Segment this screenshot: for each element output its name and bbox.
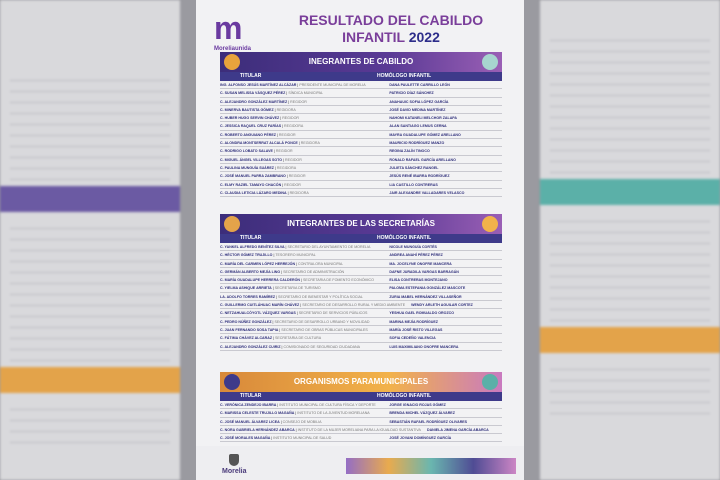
organismos-section — [220, 372, 502, 442]
titular-cargo: INSTITUTO DE LA MUJER MORELIANA PARA LA IGUALDAD SUSTANTIVA — [297, 427, 421, 432]
cabildo-heading: INEGRANTES DE CABILDO — [308, 57, 414, 66]
titular-cargo: INSTITUTO MUNICIPAL DE SALUD — [273, 436, 332, 441]
titular-cell: C. JUAN FERNANDO SOSA TAPIA | SECRETARIO DE OBRAS PÚBLICAS MUNICIPALES — [220, 327, 368, 332]
titular-cell: C. JESSICA RAQUEL CRUZ FARÍAS | REGIDORA — [220, 124, 304, 129]
table-row — [220, 164, 502, 172]
table-row — [220, 318, 502, 326]
titular-cell: C. MINERVA BAUTISTA GÓMEZ | REGIDORA — [220, 107, 296, 112]
table-row — [220, 276, 502, 284]
titular-cargo: SÍNDICA MUNICIPAL — [288, 91, 323, 96]
titular-cell: C. MARÍA DEL CARMEN LÓPEZ HERREJÓN | CONTRALORA MUNICIPAL — [220, 261, 344, 266]
titular-name: C. JUAN FERNANDO SOSA TAPIA — [220, 327, 279, 332]
titular-name: C. ELMY RAZIEL TAMAYO CHACÓN — [220, 182, 282, 187]
table-row — [220, 172, 502, 180]
decorative-pattern — [346, 458, 516, 474]
titular-cell: C. PAULINA MUNGUÍA SUÁREZ | REGIDORA — [220, 165, 297, 170]
table-row — [220, 243, 502, 251]
titular-cargo: CONTRALORA MUNICIPAL — [298, 261, 344, 266]
table-row — [220, 139, 502, 147]
table-row — [220, 131, 502, 139]
homologo-cell: NICOLE MUNGUÍA CORTÉS — [389, 245, 437, 249]
titular-cell: C. GERMÁN ALBERTO MEJÍA LINO | SECRETARIO DE ADMINISTRACIÓN — [220, 269, 345, 274]
titular-cargo: TESORERO MUNICIPAL — [275, 253, 316, 258]
secretarias-banner — [220, 214, 502, 234]
titular-name: C. JOSÉ MANUEL PARRA ZAMBRANO — [220, 174, 286, 179]
titular-cell: C. CLAUDIA LETICIA LÁZARO MEDINA | REGIDORA — [220, 190, 309, 195]
column-header-titular: TITULAR — [240, 393, 262, 399]
homologo-cell: SOFIA CEDEÑO VALENCIA — [389, 336, 436, 341]
secretarias-rows — [220, 243, 502, 351]
homologo-cell: REGINA ZALÍN TINOCO — [389, 149, 430, 154]
homologo-cell: DANIELA JIMENA GARCÍA ABARCA — [426, 427, 489, 432]
page-title — [276, 12, 506, 46]
titular-cell: C. JOSÉ MANUEL PARRA ZAMBRANO | REGIDOR — [220, 174, 306, 179]
titular-cell: C. ALEJANDRO GONZÁLEZ MARTÍNEZ | REGIDOR — [220, 99, 307, 104]
homologo-cell: JAIR ALEXANDRE VALLADARES VELASCO — [389, 190, 465, 195]
title-line1: RESULTADO DEL CABILDO — [298, 12, 484, 28]
titular-name: C. JESSICA RAQUEL CRUZ FARÍAS — [220, 124, 282, 129]
homologo-cell: YESHUA GAEL ROMUALDO OROZCO — [389, 311, 455, 316]
table-row — [220, 426, 502, 434]
homologo-cell: ZURIA MABEL HERNÁNDEZ VILLASEÑOR — [389, 294, 462, 299]
homologo-cell: ANDREA ANAHÍ PÉREZ PÉREZ — [389, 253, 443, 258]
titular-name: C. RODRIGO LOBATO SALAVE — [220, 149, 273, 154]
cabildo-column-headers — [220, 72, 502, 81]
titular-name: C. ROBERTO ANGUIANO PÉREZ — [220, 132, 276, 137]
table-row — [220, 434, 502, 442]
titular-cell: ING. ALFONSO JESÚS MARTÍNEZ ALCÁZAR | PRESIDENTE MUNICIPAL DE MORELIA — [220, 83, 366, 87]
morelia-logo-mark: m — [214, 10, 243, 46]
titular-name: C. YIELMA ASHIQUE ARRIETA — [220, 286, 272, 291]
homologo-cell: DANA PAULETTE CARRILLO LEÓN — [389, 83, 450, 87]
titular-cell: C. VERÓNICA ZENDEJO IBARRA | INSTITUTO MUNICIPAL DE CULTURA FÍSICA Y DEPORTE — [220, 403, 376, 407]
morelia-logo-text: Moreliaunida — [214, 46, 252, 52]
column-header-homologo: HOMÓLOGO INFANTIL — [377, 73, 432, 79]
titular-name: C. MARISSA CELESTE TRUJILLO MAGAÑA — [220, 411, 295, 416]
homologo-cell: PALOMA ESTEFANIA GONZÁLEZ MASCOTE — [389, 286, 466, 291]
table-row — [220, 106, 502, 114]
footer-logo — [222, 454, 247, 475]
titular-name: C. HÉCTOR GÓMEZ TRUJILLO — [220, 253, 273, 258]
titular-cell: C. ROBERTO ANGUIANO PÉREZ | REGIDOR — [220, 132, 296, 137]
titular-cargo: COMISIONADO DE SEGURIDAD CIUDADANA — [283, 344, 360, 349]
titular-cargo: REGIDORA — [300, 141, 320, 146]
homologo-cell: MARÍA JOSÉ RISTO VILLEGAS — [389, 327, 443, 332]
table-row — [220, 343, 502, 351]
titular-cell: C. ALEJANDRO GONZÁLEZ CUIRIZ | COMISIONADO DE SEGURIDAD CIUDADANA — [220, 344, 360, 349]
organismos-rows — [220, 401, 502, 442]
homologo-cell: JOSÉ JOVANI DOMÍNGUEZ GARCÍA — [389, 436, 452, 441]
titular-cargo: REGIDOR — [290, 99, 307, 104]
titular-name: C. MARÍA GUADALUPE HERRERA CALDERÓN — [220, 278, 300, 283]
table-row — [220, 284, 502, 292]
titular-cell: C. ELMY RAZIEL TAMAYO CHACÓN | REGIDOR — [220, 182, 301, 187]
titular-cargo: SECRETARIA DE TURISMO — [274, 286, 321, 291]
table-row — [220, 309, 502, 317]
homologo-cell: RONALD RAFAEL GARCÍA ARELLANO — [389, 157, 456, 162]
homologo-cell: MA. JOCELYNE ONOFRE MANCERA — [389, 261, 452, 266]
table-row — [220, 81, 502, 89]
titular-name: C. NETZAHUALCÓYOTL VÁZQUEZ VARGAS — [220, 311, 296, 316]
homologo-cell: PATRICIO DÍAZ SÁNCHEZ — [389, 91, 434, 96]
column-header-homologo: HOMÓLOGO INFANTIL — [377, 235, 432, 241]
titular-cargo: SECRETARIA DE FOMENTO ECONÓMICO — [302, 278, 374, 283]
cabildo-section — [220, 52, 502, 197]
shield-icon — [229, 454, 239, 466]
titular-name: C. JOSÉ MANUEL ÁLVAREZ LICEA — [220, 419, 280, 424]
blurred-poster-right — [540, 0, 720, 480]
titular-name: C. NORA GABRIELA HERNÁNDEZ ABARCA — [220, 427, 295, 432]
titular-name: C. VERÓNICA ZENDEJO IBARRA — [220, 403, 277, 407]
homologo-cell: JOSÉ DAVID MEDINA MARTÍNEZ — [389, 107, 446, 112]
homologo-cell: MAURICIO RODRÍGUEZ MANZO — [389, 141, 445, 146]
table-row — [220, 334, 502, 342]
homologo-cell: DAFNE JURADILA VARGAS BARRAGÁN — [389, 269, 459, 274]
titular-cell: C. FÁTIMA CHÁVEZ ALCARAZ | SECRETARIA DE CULTURA — [220, 336, 322, 341]
titular-name: C. HUBER HUGO SERVIN CHÁVEZ — [220, 116, 280, 121]
decorative-circle-icon — [482, 374, 498, 390]
table-row — [220, 293, 502, 301]
titular-cell: C. JOSÉ MORALES MAGAÑA | INSTITUTO MUNICIPAL DE SALUD — [220, 436, 332, 441]
titular-name: C. PEDRO NÚÑEZ GONZÁLEZ — [220, 319, 272, 324]
titular-cell: C. HUBER HUGO SERVIN CHÁVEZ | REGIDOR — [220, 116, 299, 121]
homologo-cell: ELISA CONTRERAS MONTEJANO — [389, 278, 448, 283]
table-row — [220, 122, 502, 130]
titular-name: C. FÁTIMA CHÁVEZ ALCARAZ — [220, 336, 273, 341]
table-row — [220, 89, 502, 97]
titular-name: C. CLAUDIA LETICIA LÁZARO MEDINA — [220, 190, 287, 195]
titular-cargo: SECRETARIO DE DESARROLLO RURAL Y MEDIO AMBIENTE — [302, 303, 406, 308]
homologo-cell: LUIS MAXIMILIANO ONOFRE MANCERA — [389, 344, 459, 349]
table-row — [220, 260, 502, 268]
titular-cell: C. SUSAN MELISSA VÁSQUEZ PÉREZ | SÍNDICA MUNICIPAL — [220, 91, 323, 96]
secretarias-column-headers — [220, 234, 502, 243]
titular-cell: LA. ADOLFO TORRES RAMÍREZ | SECRETARIO DE BIENESTAR Y POLÍTICA SOCIAL — [220, 294, 363, 299]
table-row — [220, 147, 502, 155]
homologo-cell: MAYRA GUADALUPE GÓMEZ ARELLANO — [389, 132, 461, 137]
decorative-circle-icon — [482, 54, 498, 70]
homologo-cell: JORGE IGNACIO ROJAS GÓMEZ — [389, 403, 446, 407]
poster-footer — [196, 446, 524, 480]
titular-cell: C. GUILLERMO CUITLÁHUAC MARÍN CHÁVEZ | SECRETARIO DE DESARROLLO RURAL Y MEDIO AMBIENTE — [220, 303, 406, 308]
homologo-cell: NAHOMI KATANELI MELCHOR ZALAPA — [389, 116, 458, 121]
titular-cell: C. MIGUEL ÁNGEL VILLEGAS SOTO | REGIDOR — [220, 157, 302, 162]
titular-cell: C. NETZAHUALCÓYOTL VÁZQUEZ VARGAS | SECRETARIO DE SERVICIOS PÚBLICOS — [220, 311, 368, 316]
homologo-cell: WENDY ARLETH AGUILAR CORTEZ — [411, 303, 473, 308]
titular-cargo: SECRETARIO DE OBRAS PÚBLICAS MUNICIPALES — [281, 327, 368, 332]
table-row — [220, 268, 502, 276]
titular-cargo: SECRETARIO DE DESARROLLO URBANO Y MOVILIDAD — [274, 319, 370, 324]
titular-cell: C. YANKEL ALFREDO BENÍTEZ SILVA | SECRETARIO DEL AYUNTAMIENTO DE MORELIA — [220, 245, 371, 249]
table-row — [220, 326, 502, 334]
cabildo-rows — [220, 81, 502, 197]
organismos-column-headers — [220, 392, 502, 401]
homologo-cell: LIA CASTILLO CONTRERAS — [389, 182, 438, 187]
table-row — [220, 251, 502, 259]
homologo-cell: JULIETA SÁNCHEZ RANGEL — [389, 165, 439, 170]
homologo-cell: MARINA MEJÍA RODRÍGUEZ — [389, 319, 438, 324]
titular-cargo: REGIDOR — [288, 174, 306, 179]
secretarias-heading: INTEGRANTES DE LAS SECRETARÍAS — [287, 219, 435, 228]
titular-name: C. YANKEL ALFREDO BENÍTEZ SILVA — [220, 245, 285, 249]
titular-cargo: PRESIDENTE MUNICIPAL DE MORELIA — [299, 83, 366, 87]
titular-name: C. GUILLERMO CUITLÁHUAC MARÍN CHÁVEZ — [220, 303, 300, 308]
titular-cell: C. MARÍA GUADALUPE HERRERA CALDERÓN | SECRETARIA DE FOMENTO ECONÓMICO — [220, 278, 374, 283]
titular-cell: C. RODRIGO LOBATO SALAVE | REGIDOR — [220, 149, 293, 154]
decorative-circle-icon — [224, 54, 240, 70]
titular-cargo: REGIDORA — [276, 165, 297, 170]
titular-name: C. GERMÁN ALBERTO MEJÍA LINO — [220, 269, 281, 274]
homologo-cell: JESÚS RENÉ IBARRA RODRÍGUEZ — [389, 174, 450, 179]
table-row — [220, 156, 502, 164]
table-row — [220, 189, 502, 197]
titular-cargo: REGIDORA — [289, 190, 309, 195]
title-line2: INFANTIL — [342, 29, 405, 45]
titular-name: C. MINERVA BAUTISTA GÓMEZ — [220, 107, 274, 112]
titular-cargo: SECRETARIO DEL AYUNTAMIENTO DE MORELIA — [287, 245, 371, 249]
titular-name: C. ALEJANDRO GONZÁLEZ MARTÍNEZ — [220, 99, 288, 104]
titular-cargo: REGIDOR — [278, 132, 296, 137]
titular-name: C. PAULINA MUNGUÍA SUÁREZ — [220, 165, 274, 170]
title-year: 2022 — [408, 29, 440, 45]
titular-cargo: REGIDOR — [285, 157, 302, 162]
table-row — [220, 181, 502, 189]
titular-cargo: SECRETARIO DE BIENESTAR Y POLÍTICA SOCIAL — [278, 294, 363, 299]
decorative-circle-icon — [224, 374, 240, 390]
decorative-circle-icon — [224, 216, 240, 232]
titular-cell: C. PEDRO NÚÑEZ GONZÁLEZ | SECRETARIO DE DESARROLLO URBANO Y MOVILIDAD — [220, 319, 370, 324]
titular-name: C. SUSAN MELISSA VÁSQUEZ PÉREZ — [220, 91, 286, 96]
table-row — [220, 409, 502, 417]
titular-cell: C. JOSÉ MANUEL ÁLVAREZ LICEA | CONSEJO DE MOBILIA — [220, 419, 322, 424]
titular-cargo: SECRETARIO DE SERVICIOS PÚBLICOS — [298, 311, 368, 316]
organismos-banner — [220, 372, 502, 392]
column-header-titular: TITULAR — [240, 235, 262, 241]
secretarias-section — [220, 214, 502, 351]
homologo-cell: BRENDA MICHEL VÁZQUEZ ÁLVAREZ — [389, 411, 455, 416]
table-row — [220, 401, 502, 409]
cabildo-banner — [220, 52, 502, 72]
titular-name: C. MIGUEL ÁNGEL VILLEGAS SOTO — [220, 157, 283, 162]
titular-cargo: CONSEJO DE MOBILIA — [282, 419, 322, 424]
titular-cargo: REGIDORA — [284, 124, 304, 129]
titular-cargo: SECRETARIO DE ADMINISTRACIÓN — [283, 269, 345, 274]
table-row — [220, 418, 502, 426]
titular-cargo: SECRETARIA DE CULTURA — [274, 336, 322, 341]
homologo-cell: ANAHAUIC SOFIA LÓPEZ GARCÍA — [389, 99, 449, 104]
titular-cargo: REGIDORA — [276, 107, 296, 112]
poster — [196, 0, 524, 480]
titular-name: LA. ADOLFO TORRES RAMÍREZ — [220, 294, 276, 299]
titular-cargo: REGIDOR — [284, 182, 301, 187]
blurred-poster-left — [0, 0, 180, 480]
column-header-homologo: HOMÓLOGO INFANTIL — [377, 393, 432, 399]
titular-cell: C. MARISSA CELESTE TRUJILLO MAGAÑA | INSTITUTO DE LA JUVENTUD MORELIANA — [220, 411, 370, 416]
titular-name: C. JOSÉ MORALES MAGAÑA — [220, 436, 271, 441]
decorative-circle-icon — [482, 216, 498, 232]
titular-name: C. ALONDRA MONTSERRAT ALCALÁ PONCE — [220, 141, 298, 146]
titular-cell: C. NORA GABRIELA HERNÁNDEZ ABARCA | INSTITUTO DE LA MUJER MORELIANA PARA LA IGUALDAD SUSTANTIVA — [220, 427, 421, 432]
homologo-cell: SEBASTIÁN RAFAEL RODRÍGUEZ OLIVARES — [389, 419, 468, 424]
titular-cargo: REGIDOR — [275, 149, 293, 154]
homologo-cell: ALAN SANTIAGO LEMUS CERNA — [389, 124, 447, 129]
table-row — [220, 114, 502, 122]
titular-cell: C. YIELMA ASHIQUE ARRIETA | SECRETARIA DE TURISMO — [220, 286, 321, 291]
titular-cargo: INSTITUTO MUNICIPAL DE CULTURA FÍSICA Y DEPORTE — [279, 403, 376, 407]
titular-cargo: REGIDOR — [282, 116, 299, 121]
titular-name: C. ALEJANDRO GONZÁLEZ CUIRIZ — [220, 344, 281, 349]
titular-cargo: INSTITUTO DE LA JUVENTUD MORELIANA — [297, 411, 370, 416]
column-header-titular: TITULAR — [240, 73, 262, 79]
organismos-heading: ORGANISMOS PARAMUNICIPALES — [293, 377, 429, 386]
titular-name: ING. ALFONSO JESÚS MARTÍNEZ ALCÁZAR — [220, 83, 297, 87]
footer-logo-text: Morelia — [222, 468, 247, 475]
table-row — [220, 98, 502, 106]
titular-cell: C. ALONDRA MONTSERRAT ALCALÁ PONCE | REGIDORA — [220, 141, 320, 146]
titular-cell: C. HÉCTOR GÓMEZ TRUJILLO | TESORERO MUNICIPAL — [220, 253, 316, 258]
table-row — [220, 301, 502, 309]
titular-name: C. MARÍA DEL CARMEN LÓPEZ HERREJÓN — [220, 261, 296, 266]
